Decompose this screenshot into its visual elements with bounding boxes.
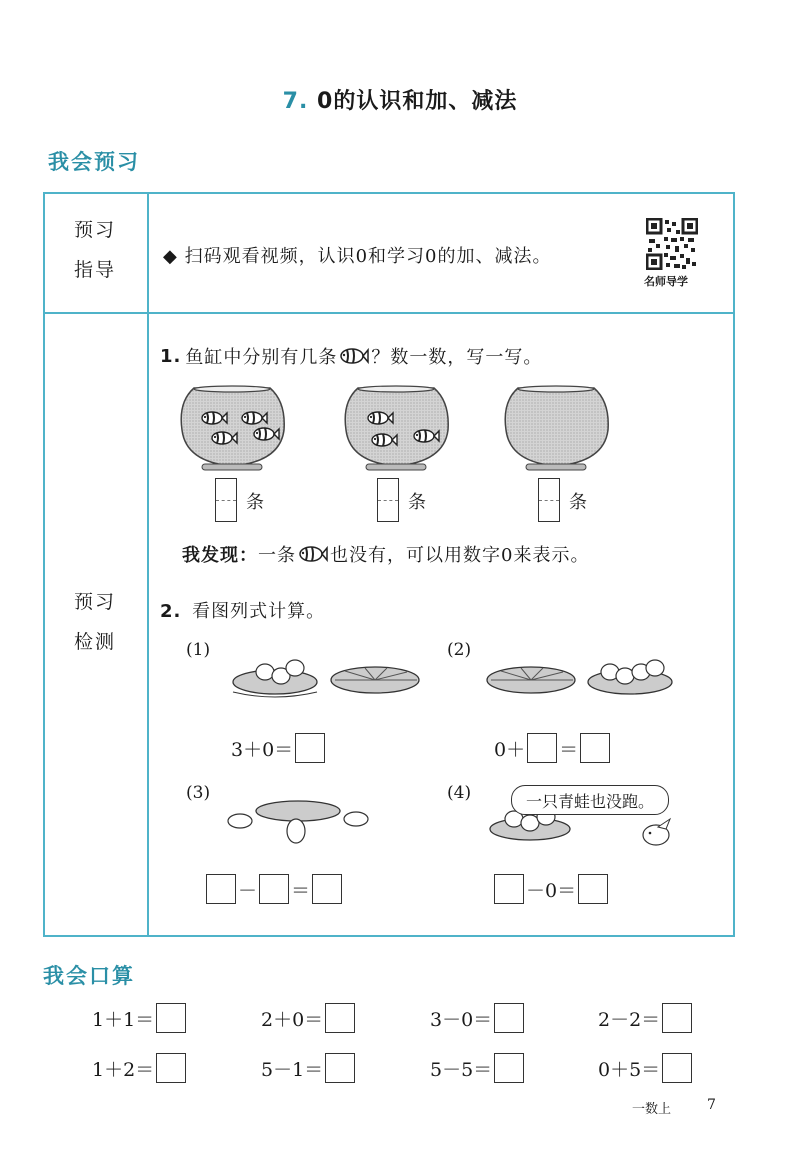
discovery-text-before: 一条 [258, 545, 296, 566]
page-title [0, 84, 800, 115]
question-2 [160, 597, 325, 623]
question-2-text: 看图列式计算。 [192, 601, 326, 622]
item-3-illustration [218, 795, 378, 855]
section-heading-preview: 我会预习 [48, 150, 140, 174]
mental-8-answer-box[interactable] [662, 1053, 692, 1083]
item-3-expr-a: － [238, 879, 258, 902]
section-heading-mental-math: 我会口算 [43, 964, 135, 988]
fish-bowl-3 [505, 386, 608, 470]
bowl-2-unit: 条 [408, 492, 426, 513]
item-1-equation [231, 733, 325, 763]
mental-4-expr: 2－2＝ [598, 1008, 661, 1031]
item-4-equation [494, 874, 608, 904]
mental-5-expr: 1＋2＝ [92, 1058, 155, 1081]
mental-3 [430, 1003, 524, 1033]
bowl-2-answer-box[interactable] [377, 478, 399, 522]
check-label-line1: 预习 [73, 591, 116, 613]
footer-page-number: 7 [707, 1097, 716, 1113]
item-4-label: (4) [447, 783, 472, 803]
guide-instruction [163, 242, 551, 268]
mental-3-expr: 3－0＝ [430, 1008, 493, 1031]
item-3-expr-b: ＝ [291, 879, 311, 902]
item-1-answer-box[interactable] [295, 733, 325, 763]
question-1-number: 1. [160, 345, 182, 367]
footer-book: 一数上 [632, 1102, 672, 1117]
mental-1 [92, 1003, 186, 1033]
item-3-blank-box-1[interactable] [206, 874, 236, 904]
bowl-3-answer-box[interactable] [538, 478, 560, 522]
mental-5-answer-box[interactable] [156, 1053, 186, 1083]
mental-6 [261, 1053, 355, 1083]
bird-icon [636, 815, 676, 849]
mental-4 [598, 1003, 692, 1033]
item-2-label: (2) [447, 640, 472, 660]
fish-bowl-2 [345, 386, 448, 470]
mental-2-answer-box[interactable] [325, 1003, 355, 1033]
guide-label-line2: 指导 [73, 259, 116, 281]
item-3-equation [206, 874, 342, 904]
mental-4-answer-box[interactable] [662, 1003, 692, 1033]
item-2-blank-box[interactable] [527, 733, 557, 763]
mental-8 [598, 1053, 692, 1083]
guide-text: 扫码观看视频，认识0和学习0的加、减法。 [184, 246, 552, 267]
bowl-1-answer-box[interactable] [215, 478, 237, 522]
mental-8-expr: 0＋5＝ [598, 1058, 661, 1081]
item-2-equation [494, 733, 610, 763]
item-2-expr-b: ＝ [559, 738, 579, 761]
discovery-label: 我发现： [182, 545, 258, 566]
qr-caption: 名师导学 [644, 275, 688, 288]
item-3-blank-box-2[interactable] [259, 874, 289, 904]
fish-bowls [180, 384, 640, 476]
fish-icon [339, 346, 369, 366]
qr-code[interactable] [646, 218, 698, 270]
item-3-label: (3) [186, 783, 211, 803]
item-1-label: (1) [186, 640, 211, 660]
bowl-1-unit: 条 [246, 492, 264, 513]
item-3-answer-box[interactable] [312, 874, 342, 904]
question-1 [160, 343, 542, 369]
speech-bubble [511, 785, 669, 815]
check-label-line2: 检测 [73, 631, 116, 653]
discovery-text-after: 也没有，可以用数字0来表示。 [330, 545, 590, 566]
mental-7 [430, 1053, 524, 1083]
item-2-answer-box[interactable] [580, 733, 610, 763]
title-text: 0的认识和加、减法 [317, 89, 518, 114]
mental-1-answer-box[interactable] [156, 1003, 186, 1033]
guide-label-line1: 预习 [73, 219, 116, 241]
speech-text: 一只青蛙也没跑。 [525, 791, 654, 811]
mental-6-answer-box[interactable] [325, 1053, 355, 1083]
mental-3-answer-box[interactable] [494, 1003, 524, 1033]
item-4-blank-box[interactable] [494, 874, 524, 904]
bowl-3-unit: 条 [569, 492, 587, 513]
mental-2-expr: 2＋0＝ [261, 1008, 324, 1031]
mental-7-answer-box[interactable] [494, 1053, 524, 1083]
mental-6-expr: 5－1＝ [261, 1058, 324, 1081]
item-1-illustration [225, 652, 425, 702]
item-2-illustration [485, 652, 685, 702]
item-1-expr: 3＋0＝ [231, 738, 294, 761]
item-4-expr: －0＝ [526, 879, 577, 902]
question-1-text-after: ？数一数，写一写。 [371, 347, 543, 368]
item-2-expr-a: 0＋ [494, 738, 526, 761]
mental-7-expr: 5－5＝ [430, 1058, 493, 1081]
mental-2 [261, 1003, 355, 1033]
discovery [182, 541, 589, 567]
question-1-text-before: 鱼缸中分别有几条 [185, 347, 338, 368]
question-2-number: 2. [160, 601, 182, 622]
fish-bowl-1 [181, 386, 284, 470]
bullet-icon: ◆ [163, 246, 178, 267]
mental-5 [92, 1053, 186, 1083]
fish-icon [298, 544, 328, 564]
mental-1-expr: 1＋1＝ [92, 1008, 155, 1031]
title-number: 7. [282, 89, 309, 114]
item-4-answer-box[interactable] [578, 874, 608, 904]
